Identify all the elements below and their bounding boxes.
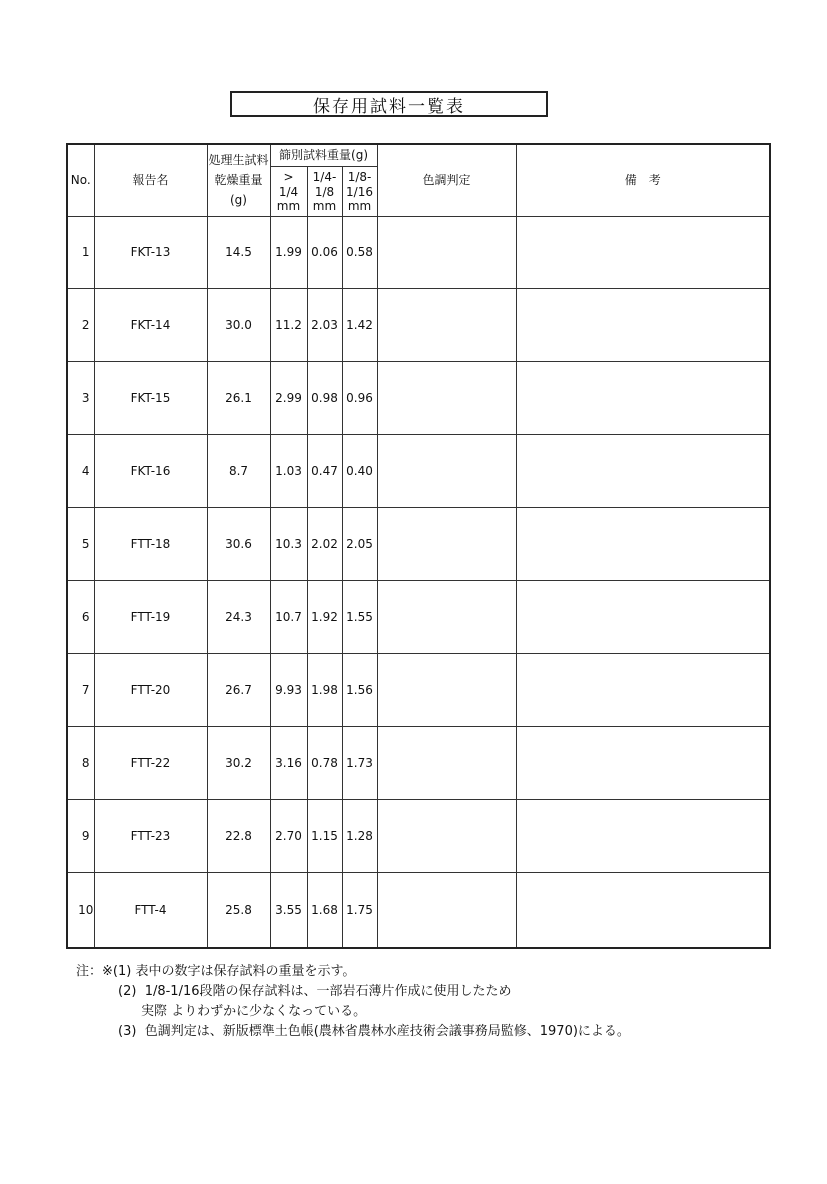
cell-dry-weight: 26.7 (207, 654, 270, 727)
note-1-prefix: ※(1) (102, 964, 132, 979)
sieve-col-1-line2: 1/4 (278, 184, 299, 199)
cell-report-name: FTT-20 (94, 654, 207, 727)
header-row-1 (67, 144, 770, 166)
table-row (67, 508, 770, 581)
table-row (67, 216, 770, 289)
cell-sieve-1: 10.3 (270, 508, 307, 581)
cell-report-name: FKT-16 (94, 435, 207, 508)
cell-dry-weight: 24.3 (207, 581, 270, 654)
table-row (67, 362, 770, 435)
cell-sieve-1: 2.70 (270, 800, 307, 873)
cell-no: 2 (67, 289, 94, 362)
table-row (67, 654, 770, 727)
cell-color (377, 289, 516, 362)
cell-no: 1 (67, 216, 94, 289)
cell-sieve-2: 1.15 (307, 800, 342, 873)
cell-dry-weight: 26.1 (207, 362, 270, 435)
sieve-col-2-line2: 1/8 (314, 184, 335, 199)
note-2-prefix: (2) (118, 984, 137, 1000)
cell-sieve-2: 1.68 (307, 873, 342, 948)
sieve-col-1-line3: mm (276, 199, 301, 214)
cell-color (377, 727, 516, 800)
cell-no: 3 (67, 362, 94, 435)
header-report-name: 報告名 (94, 144, 207, 216)
cell-sieve-3: 1.56 (342, 654, 377, 727)
cell-sieve-1: 2.99 (270, 362, 307, 435)
header-dry-weight-line2: 乾燥重量 (214, 173, 263, 188)
header-dry-weight-unit: (g) (230, 193, 247, 208)
cell-dry-weight: 30.6 (207, 508, 270, 581)
cell-remarks (516, 727, 770, 800)
sample-table (66, 143, 771, 949)
cell-no: 9 (67, 800, 94, 873)
cell-dry-weight: 30.0 (207, 289, 270, 362)
cell-sieve-1: 1.03 (270, 435, 307, 508)
cell-color (377, 216, 516, 289)
cell-no: 10 (67, 873, 94, 948)
cell-color (377, 435, 516, 508)
cell-sieve-2: 0.78 (307, 727, 342, 800)
cell-sieve-1: 3.16 (270, 727, 307, 800)
table-row (67, 873, 770, 948)
header-remarks: 備 考 (516, 144, 770, 216)
cell-remarks (516, 435, 770, 508)
table-row (67, 289, 770, 362)
cell-dry-weight: 8.7 (207, 435, 270, 508)
note-3-text: 色調判定は、新版標準土色帳(農林省農林水産技術会議事務局監修、1970)による。 (144, 1024, 630, 1040)
cell-remarks (516, 581, 770, 654)
sieve-col-3-line3: mm (347, 199, 372, 214)
cell-color (377, 508, 516, 581)
cell-sieve-3: 1.73 (342, 727, 377, 800)
header-color: 色調判定 (377, 144, 516, 216)
cell-no: 4 (67, 435, 94, 508)
cell-sieve-2: 1.92 (307, 581, 342, 654)
cell-sieve-1: 3.55 (270, 873, 307, 948)
cell-no: 5 (67, 508, 94, 581)
cell-sieve-2: 0.98 (307, 362, 342, 435)
page-title (230, 91, 548, 117)
cell-no: 7 (67, 654, 94, 727)
cell-sieve-3: 0.96 (342, 362, 377, 435)
cell-sieve-2: 0.47 (307, 435, 342, 508)
cell-report-name: FKT-15 (94, 362, 207, 435)
header-no: No. (67, 144, 94, 216)
cell-report-name: FTT-22 (94, 727, 207, 800)
note-2-text: 1/8-1/16段階の保存試料は、一部岩石薄片作成に使用したため (144, 984, 512, 1000)
cell-dry-weight: 14.5 (207, 216, 270, 289)
table-row (67, 727, 770, 800)
cell-dry-weight: 30.2 (207, 727, 270, 800)
table-body (67, 216, 770, 948)
notes (76, 962, 776, 1043)
cell-remarks (516, 289, 770, 362)
cell-sieve-3: 0.58 (342, 216, 377, 289)
note-3 (76, 1022, 776, 1042)
cell-sieve-1: 9.93 (270, 654, 307, 727)
cell-sieve-3: 2.05 (342, 508, 377, 581)
sieve-col-1-line1: > (283, 170, 294, 185)
cell-no: 6 (67, 581, 94, 654)
cell-sieve-3: 1.55 (342, 581, 377, 654)
header-sieve-col-3 (342, 166, 377, 216)
cell-color (377, 654, 516, 727)
note-2-continued (76, 1002, 776, 1022)
cell-report-name: FTT-19 (94, 581, 207, 654)
cell-sieve-2: 0.06 (307, 216, 342, 289)
note-1-text: 表中の数字は保存試料の重量を示す。 (135, 964, 356, 979)
header-dry-weight-line1: 処理生試料 (208, 152, 269, 167)
cell-sieve-1: 10.7 (270, 581, 307, 654)
note-2 (76, 982, 776, 1002)
table-row (67, 435, 770, 508)
cell-dry-weight: 25.8 (207, 873, 270, 948)
page-title-text: 保存用試料一覧表 (313, 96, 465, 117)
cell-sieve-3: 1.75 (342, 873, 377, 948)
cell-sieve-3: 0.40 (342, 435, 377, 508)
cell-dry-weight: 22.8 (207, 800, 270, 873)
cell-remarks (516, 216, 770, 289)
sieve-col-2-line3: mm (312, 199, 337, 214)
table-row (67, 581, 770, 654)
cell-report-name: FTT-4 (94, 873, 207, 948)
note-2-text-continued: 実際 よりわずかに少なくなっている。 (141, 1004, 367, 1020)
sieve-col-2-line1: 1/4- (312, 170, 337, 185)
cell-remarks (516, 654, 770, 727)
notes-label: 注： (76, 964, 103, 979)
cell-sieve-1: 1.99 (270, 216, 307, 289)
cell-color (377, 362, 516, 435)
cell-remarks (516, 362, 770, 435)
cell-no: 8 (67, 727, 94, 800)
header-sieve-group: 篩別試料重量(g) (270, 144, 377, 166)
note-3-prefix: (3) (118, 1024, 137, 1040)
header-dry-weight (207, 144, 270, 216)
cell-report-name: FKT-13 (94, 216, 207, 289)
cell-color (377, 800, 516, 873)
cell-sieve-1: 11.2 (270, 289, 307, 362)
cell-sieve-3: 1.28 (342, 800, 377, 873)
cell-remarks (516, 508, 770, 581)
cell-remarks (516, 873, 770, 948)
header-sieve-col-2 (307, 166, 342, 216)
cell-color (377, 873, 516, 948)
header-sieve-col-1 (270, 166, 307, 216)
cell-sieve-2: 2.03 (307, 289, 342, 362)
cell-report-name: FKT-14 (94, 289, 207, 362)
cell-sieve-3: 1.42 (342, 289, 377, 362)
cell-report-name: FTT-18 (94, 508, 207, 581)
cell-sieve-2: 1.98 (307, 654, 342, 727)
sieve-col-3-line1: 1/8- (347, 170, 372, 185)
cell-color (377, 581, 516, 654)
cell-report-name: FTT-23 (94, 800, 207, 873)
table-row (67, 800, 770, 873)
cell-remarks (516, 800, 770, 873)
sieve-col-3-line2: 1/16 (346, 184, 373, 199)
cell-sieve-2: 2.02 (307, 508, 342, 581)
note-1 (76, 962, 776, 982)
